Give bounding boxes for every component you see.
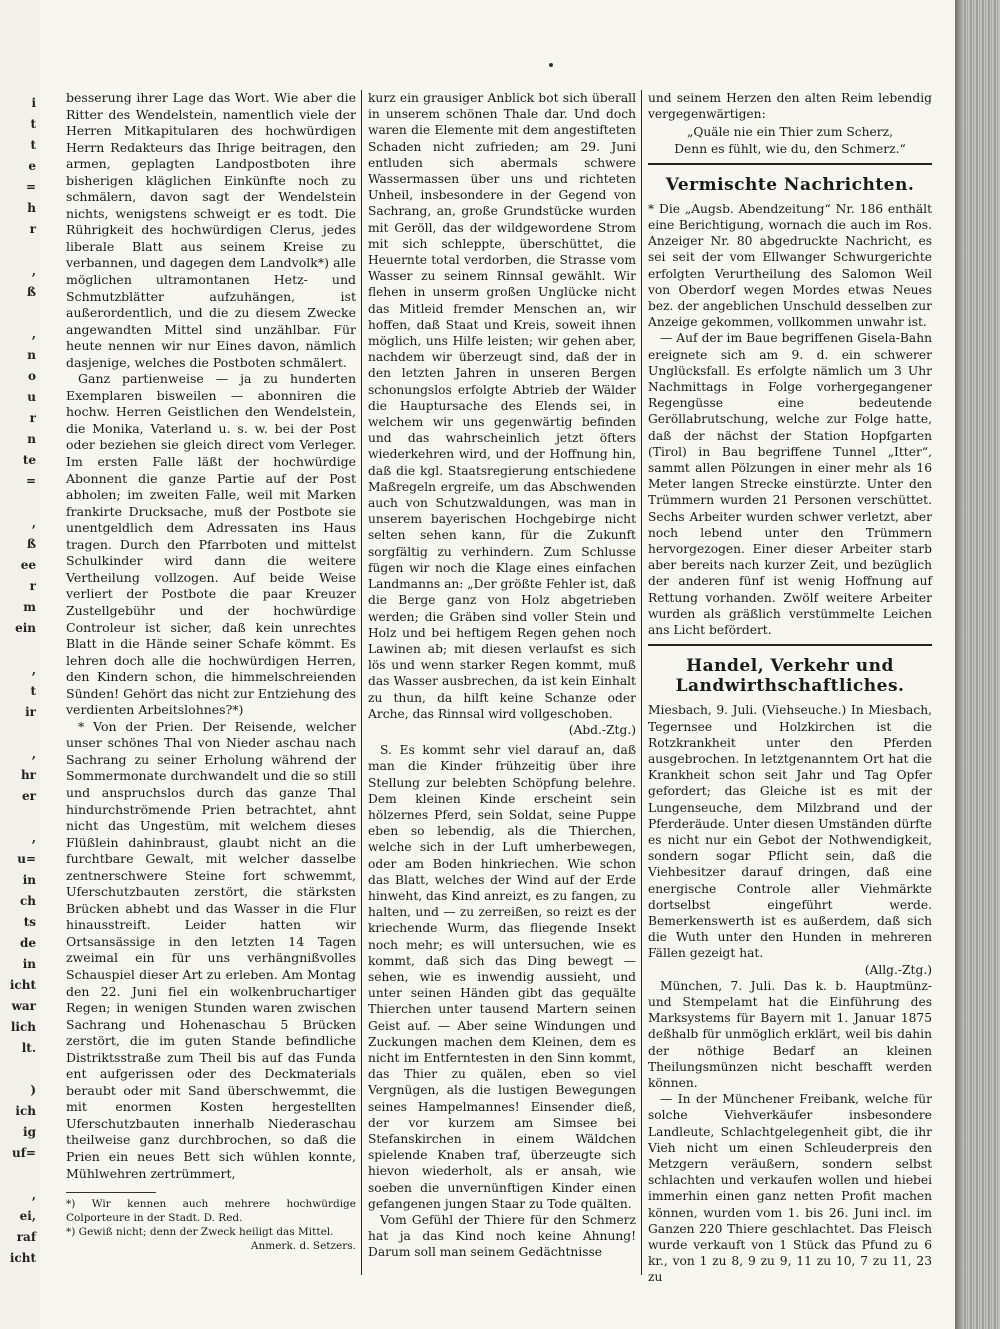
col1-paragraph-2: Ganz partienweise — ja zu hunderten Exemplaren bisweilen — abonniren die hochw. Herren Geistlichen den Wendelstein, die Monika, Vaterland u. s. w. bei der Post oder beziehen sie gleich direct vom Verleger. Im ersten Falle läßt der hochwürdige Abonnent die ganze Partie auf der Post abholen; im zweiten Falle, weil mit Marken frankirte Drucksache, muß der Postbote sie unentgeldlich dem Adressaten ins Haus tragen. Durch den Pfarrboten und mittelst Schulkinder wird dann die weitere Vertheilung vollzogen. Auf beide Weise verliert der Postbote die paar Kreuzer Zustellgebühr und der hochwürdige Controleur ist sicher, daß kein unrechtes Blatt in die Hände seiner Schafe kömmt. Es lehren doch alle die hochwürdigen Herren, den Kindern schon, die himmelschreienden Sünden! Gehört das nicht zur Entziehung des verdienten Arbeitslohnes?*) [66,371,356,718]
margin-fragment: raf [16,1230,36,1244]
margin-fragment: n [27,432,36,446]
col3-attribution: (Allg.-Ztg.) [864,962,932,977]
col3-news-1: * Die „Augsb. Abendzeitung“ Nr. 186 enthält eine Berichtigung, wornach die auch im Ros. Anzeiger Nr. 80 abgedruckte Nachricht, es sei seit der vom Ellwanger Schwurgerichte erfolgten Verurtheilung des Salomon Weil von Oberdorf wegen Mordes etwas Neues bez. der angeblichen Unschuld desselben zur Anzeige gekommen, vollkommen unwahr ist. [648,201,932,330]
margin-fragment: h [27,201,36,215]
margin-fragment: te [22,453,36,467]
footnote-1: *) Wir kennen auch mehrere hochwürdige Colporteure in der Stadt. D. Red. [66,1198,356,1225]
margin-fragment: ei, [19,1209,36,1223]
column-rule-2 [641,90,642,1275]
margin-fragment: e [28,159,36,173]
margin-fragment: r [29,411,36,425]
book-page-edges [955,0,1000,1329]
footnote-rule [66,1192,156,1193]
col2-paragraph-1: kurz ein grausiger Anblick bot sich überall in unserem schönen Thale dar. Und doch waren die Elemente mit dem angestifteten Schaden nicht zufrieden; am 29. Juni entluden sich abermals schwere Wassermassen über uns und richteten Unheil, insbesondere in der Gegend von Sachrang, an, große Grundstücke wurden mit Geröll, das der wildgewordene Strom mit sich schleppte, überschüttet, die Heuernte total verdorben, die Strasse vom Wasser zu seinem Rinnsal gewählt. Wir flehen in unserm großen Unglücke nicht das Mitleid fremder Menschen an, wir hoffen, daß Staat und Kreis, soweit ihnen möglich, uns Hilfe leisten; wir gehen aber, nachdem wir überzeugt sind, daß der in den letzten Jahren in unseren Bergen schonungslos erfolgte Abtrieb der Wälder die Hauptursache des Elends sei, in welchem wir uns gegenwärtig befinden und das wahrscheinlich jetzt öfters wiederkehren wird, und der Hoffnung hin, daß die kgl. Staatsregierung entschiedene Maßregeln ergreife, um das Abschwenden auch von Schutzwaldungen, was man in unserem bayerischen Hochgebirge nicht selten sehen kann, für die Zukunft sorgfältig zu verhindern. Zum Schlusse fügen wir noch die Klage eines einfachen Landmanns an: „Der größte Fehler ist, daß die Berge ganz von Holz abgetrieben werden; die Gräben sind voller Stein und Holz und bei heftigem Regen gehen noch Lawinen ab; mit diesen verlaufst es sich lös und wenn starker Regen kommt, muß das Wasser ausbrechen, da ist kein Einhalt zu thun, da hilft keine Schanze oder Arche, das Rinnsal wird vollgeschoben. [368,91,636,721]
col2-attribution: (Abd.-Ztg.) [568,722,636,737]
margin-fragment: u= [17,852,36,866]
margin-fragment: i [31,96,36,110]
section-title-handel: Handel, Verkehr und Landwirthschaftliches. [675,656,905,697]
margin-fragment: lt. [21,1041,36,1055]
col3-intro: und seinem Herzen den alten Reim lebendig vergegenwärtigen: [648,91,932,122]
margin-fragment: ein [15,621,36,635]
margin-fragment: ee [20,558,36,572]
margin-fragment: ) [30,1083,36,1097]
margin-fragment: ig [23,1125,36,1139]
poem [648,124,932,156]
column-3 [648,90,932,1286]
margin-fragment: , [31,831,36,845]
footnotes [66,1197,356,1253]
margin-fragment: r [29,579,36,593]
col3-trade-1: Miesbach, 9. Juli. (Viehseuche.) In Miesbach, Tegernsee und Holzkirchen ist die Rotzkrankheit unter den Pferden ausgebrochen. In letztgenanntem Ort hat die Krankheit schon seit Jahr und Tag Opfer gefordert; das Gleiche ist es mit der Lungenseuche, dem Milzbrand und der Pferderäude. Unter diesen Umständen dürfte es nicht nur ein Gebot der Nothwendigkeit, sondern sogar Pflicht sein, daß die Viehbesitzer darauf dringen, daß eine energische Controle aller Viehmärkte dortselbst eingeführt werde. Bemerkenswerth ist es außerdem, daß sich die Wuth unter den Hunden in mehreren Fällen gezeigt hat. [648,703,932,961]
margin-fragment: = [25,180,36,194]
margin-fragment: , [31,264,36,278]
margin-fragment: ts [23,915,36,929]
margin-fragment: t [30,684,36,698]
section-rule-2 [648,644,932,646]
poem-line-1: „Quäle nie ein Thier zum Scherz, [687,125,893,140]
poem-line-2: Denn es fühlt, wie du, den Schmerz.“ [674,141,906,156]
margin-fragment: u [27,390,36,404]
section-rule-1 [648,163,932,165]
print-speck [549,63,553,67]
col1-paragraph-1: besserung ihrer Lage das Wort. Wie aber die Ritter des Wendelstein, namentlich viele der Herren Mitkapitularen des hochwürdigen Herrn Redakteurs das Ihrige beitragen, den armen, geplagten Landpostboten ihre bisherigen kläglichen Einkünfte noch zu schmälern, davon sagt der Wendelstein nichts, wenigstens schweigt er es todt. Die Rührigkeit des hochwürdigen Clerus, jedes liberale Blatt aus seinem Kreise zu verbannen, und dagegen dem Landvolk*) alle möglichen ultramontanen Hetz- und Schmutzblätter aufzuhängen, ist außerordentlich, und die zu diesem Zwecke angewandten Mittel sind unzählbar. Für heute nennen wir nur Eines davon, nämlich dasjenige, welches die Postboten schmälert. [66,90,356,370]
margin-fragment: icht [9,978,36,992]
margin-fragment: ß [26,285,36,299]
column-2 [368,90,636,1261]
margin-fragment: icht [9,1251,36,1265]
margin-fragment: t [30,138,36,152]
margin-fragment: in [22,957,36,971]
column-rule-1 [361,90,362,1275]
margin-fragment: ß [26,537,36,551]
footnote-2-sign: Anmerk. d. Setzers. [250,1240,356,1253]
margin-fragment: uf= [12,1146,36,1160]
margin-fragment: t [30,117,36,131]
margin-fragment: n [27,348,36,362]
col1-paragraph-3: * Von der Prien. Der Reisende, welcher unser schönes Thal von Nieder aschau nach Sachrang zu seiner Erholung während der Sommermonate durchwandelt und die so still und anspruchslos durch das ganze Thal hindurchströmende Prien betrachtet, ahnt nicht das Ungestüm, mit welchem dieses Flüßlein dahinbraust, glaubt nicht an die furchtbare Gewalt, mit welcher dasselbe zentnerschwere Steine fort schwemmt, Uferschutzbauten zerstört, die stärksten Brücken abhebt und das Wasser in die Flur hinausstreift. Leider hatten wir Ortsansässige in den letzten 14 Tagen zweimal ein für uns verhängnißvolles Schauspiel dieser Art zu erleben. Am Montag den 22. Juni fiel ein wolkenbruchartiger Regen; in wenigen Stunden waren zwischen Sachrang und Hohenaschau 5 Brücken zerstört, die im guten Stande befindliche Distriktsstraße zum Theil bis auf das Funda ent aufgerissen oder des Deckmaterials beraubt oder mit Sand überschwemmt, die mit enormen Kosten hergestellten Uferschutzbauten innerhalb Niederaschau theilweise ganz durchbrochen, so daß die Prien ein neues Bett sich wühlen konnte, Mühlwehren zertrümmert, [66,718,356,1181]
col2-paragraph-3: Vom Gefühl der Thiere für den Schmerz hat ja das Kind noch keine Ahnung! Darum soll man seinem Gedächtnisse [368,1213,636,1260]
margin-fragment: m [23,600,36,614]
previous-page-edge [0,0,42,1329]
margin-fragment: lich [10,1020,36,1034]
margin-fragment: , [31,663,36,677]
margin-fragment: er [22,789,36,803]
margin-fragment: ir [25,705,36,719]
margin-fragment: hr [20,768,36,782]
margin-fragment: ch [19,894,36,908]
margin-fragment: de [19,936,36,950]
footnote-2: *) Gewiß nicht; denn der Zweck heiligt das Mittel. [66,1226,334,1239]
section-title-vermischte: Vermischte Nachrichten. [665,174,915,195]
margin-fragment: ich [15,1104,36,1118]
margin-fragment: war [11,999,36,1013]
margin-fragment: o [27,369,36,383]
margin-fragment: , [31,516,36,530]
column-1 [66,90,356,1253]
margin-fragment: in [22,873,36,887]
margin-fragment: , [31,327,36,341]
margin-fragment: r [29,222,36,236]
margin-fragment: = [25,474,36,488]
margin-fragment: , [31,1188,36,1202]
col3-trade-2: München, 7. Juli. Das k. b. Hauptmünz- und Stempelamt hat die Einführung des Marksystems für Bayern mit 1. Januar 1875 deßhalb für unmöglich erklärt, weil bis dahin der nöthige Bedarf an kleinen Theilungsmünzen nicht beschafft werden können. [648,978,932,1090]
col3-news-2: — Auf der im Baue begriffenen Gisela-Bahn ereignete sich am 9. d. ein schwerer Unglücksfall. Es erfolgte nämlich um 3 Uhr Nachmittags in Folge vorhergegangener Regengüsse eine bedeutende Geröllabrutschung, welche zur Folge hatte, daß der nächst der Station Hopfgarten (Tirol) in Bau begriffene Tunnel „Itter“, sammt allen Pölzungen in einer mehr als 16 Meter langen Strecke einstürzte. Unter den Trümmern wurden 21 Personen verschüttet. Sechs Arbeiter wurden schwer verletzt, aber noch lebend unter den Trümmern hervorgezogen. Einer dieser Arbeiter starb aber bereits nach kurzer Zeit, und bezüglich der anderen fünf ist wenig Hoffnung auf Rettung vorhanden. Zwölf weitere Arbeiter wurden als gräßlich verstümmelte Leichen ans Licht befördert. [648,331,932,638]
margin-fragment: , [31,747,36,761]
col2-paragraph-2: S. Es kommt sehr viel darauf an, daß man die Kinder frühzeitig über ihre Stellung zur belebten Schöpfung belehre. Dem kleinen Kinde erscheint sein hölzernes Pferd, sein Soldat, seine Puppe eben so lebendig, als die Thierchen, welche sich in der Luft umherbewegen, oder am Boden hinkriechen. Wie schon das Blatt, welches der Wind auf der Erde hinweht, das Kind anreizt, es zu fangen, zu halten, und — zu zerreißen, so reizt es der kriechende Wurm, das fliegende Insekt noch mehr; es will untersuchen, wie es kommt, daß sich das Ding bewegt — sehen, wie es inwendig aussieht, und unter seinen Händen gibt das gequälte Thierchen unter tausend Martern seinen Geist auf. — Aber seine Windungen und Zuckungen machen dem Kleinen, dem es nicht im Entferntesten in den Sinn kommt, das Thier zu quälen, eben so viel Vergnügen, als die lustigen Bewegungen seines Hampelmannes! Einsender dieß, der vor kurzem am Simsee bei Stefanskirchen in einem Wäldchen spielende Knaben traf, überzeugte sich hievon wiederholt, als er ansah, wie soeben die unvernünftigen Kinder einen gefangenen jungen Staar zu Tode quälten. [368,743,636,1211]
col3-trade-3: — In der Münchener Freibank, welche für solche Viehverkäufer insbesondere Landleute, Schlachtgelegenheit gibt, die ihr Vieh nicht um einen Schleuderpreis den Metzgern veräußern, sondern selbst schlachten und verkaufen wollen und hiebei immerhin einen ganz netten Profit machen können, wurden vom 1. bis 26. Juni incl. im Ganzen 220 Thiere geschlachtet. Das Fleisch wurde verkauft von 1 Stück das Pfund zu 6 kr., von 1 zu 8, 9 zu 9, 11 zu 10, 7 zu 11, 23 zu [648,1092,932,1285]
